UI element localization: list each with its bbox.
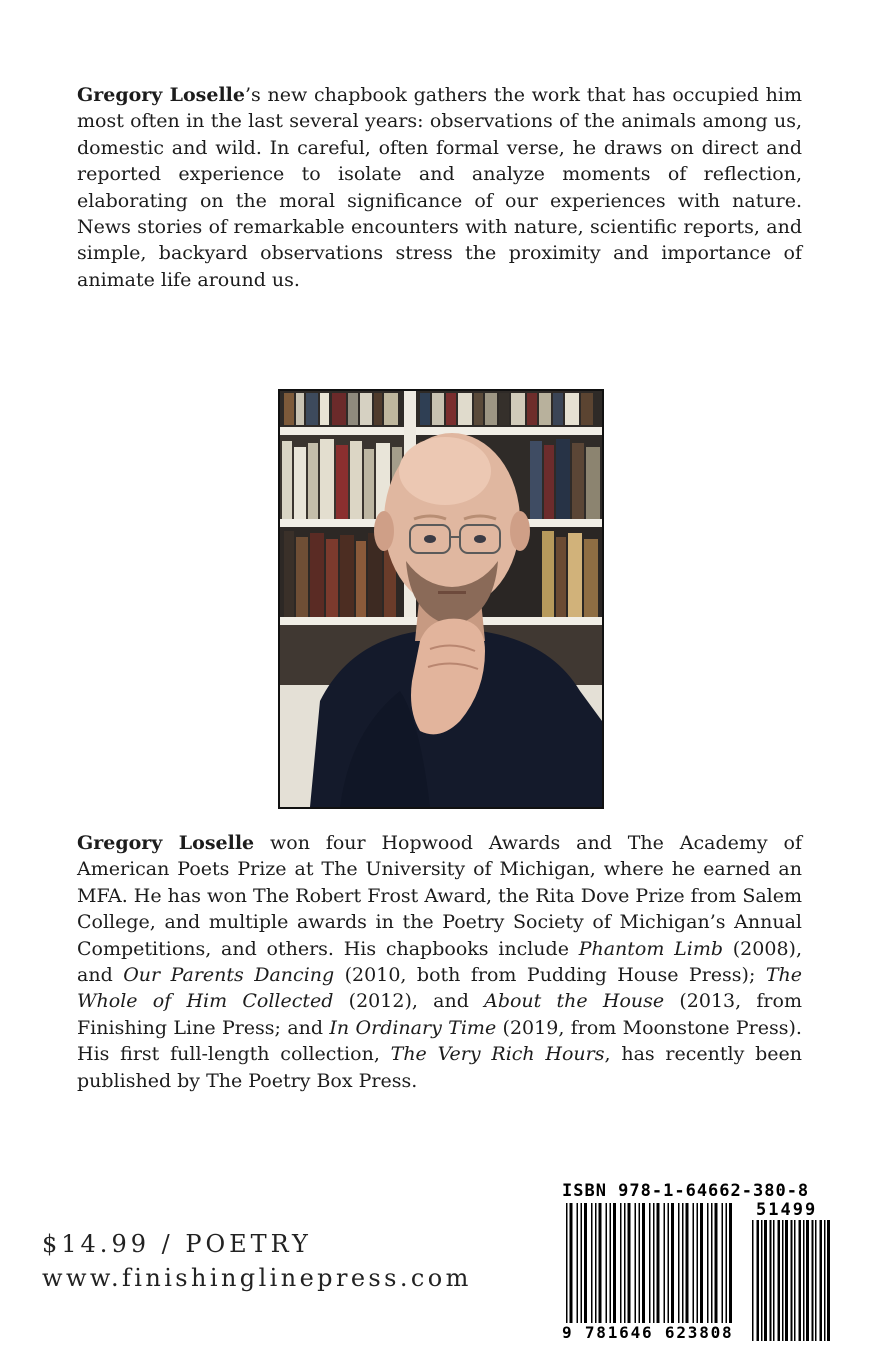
isbn-label: ISBN 978-1-64662-380-8 bbox=[562, 1181, 810, 1201]
price-category: $14.99 / POETRY bbox=[42, 1230, 312, 1258]
bio-title-phantom-limb: Phantom Limb bbox=[578, 937, 724, 960]
book-description bbox=[77, 82, 802, 293]
price-addon-digits: 51499 bbox=[756, 1200, 818, 1220]
author-photo bbox=[278, 389, 604, 809]
bio-text-6: (2019, from Moonstone Press). His first full-length collection, bbox=[77, 1016, 802, 1066]
bio-title-in-ordinary-time: In Ordinary Time bbox=[329, 1016, 497, 1039]
author-bio bbox=[77, 830, 802, 1094]
ean-digits: 9 781646 623808 bbox=[562, 1323, 734, 1342]
price-addon-barcode bbox=[752, 1220, 830, 1341]
blurb-text: ’s new chapbook gathers the work that has occupied him most often in the last several years: observations of the animals among us, domestic and wild. In careful, often formal verse, he draws on direct and reported experience to isolate and analyze moments of reflection, elaborating on the moral significance of our experiences with nature. News stories of remarkable encounters with nature, scientific reports, and simple, backyard observations stress the proximity and importance of animate life around us. bbox=[77, 84, 802, 291]
bio-title-very-rich-hours: The Very Rich Hours bbox=[390, 1043, 605, 1066]
bio-title-about-the-house: About the House bbox=[484, 990, 665, 1013]
bio-text-7: , has recently been published by The Poetry Box Press. bbox=[77, 1043, 802, 1092]
blurb-author-name: Gregory Loselle bbox=[77, 84, 245, 106]
bio-text-5: (2013, from Finishing Line Press; and bbox=[77, 990, 802, 1039]
bio-author-name: Gregory Loselle bbox=[77, 832, 255, 854]
bio-text-1: won four Hopwood Awards and The Academy of American Poets Prize at The University of Michigan, where he earned an MFA. He has won The Robert Frost Award, the Rita Dove Prize from Salem College, and multiple awards in the Poetry Society of Michigan’s Annual Competitions, and others. His chapbooks include bbox=[77, 832, 802, 960]
publisher-website: www.finishinglinepress.com bbox=[42, 1264, 472, 1292]
isbn-barcode bbox=[566, 1203, 734, 1341]
bio-title-whole-of-him: The Whole of Him Collected bbox=[77, 964, 802, 1013]
bio-text-4: (2012), and bbox=[333, 990, 485, 1013]
bio-title-our-parents-dancing: Our Parents Dancing bbox=[123, 964, 335, 987]
bio-text-3: (2010, both from Pudding House Press); bbox=[334, 964, 766, 987]
bio-text-2: (2008), and bbox=[77, 937, 802, 987]
